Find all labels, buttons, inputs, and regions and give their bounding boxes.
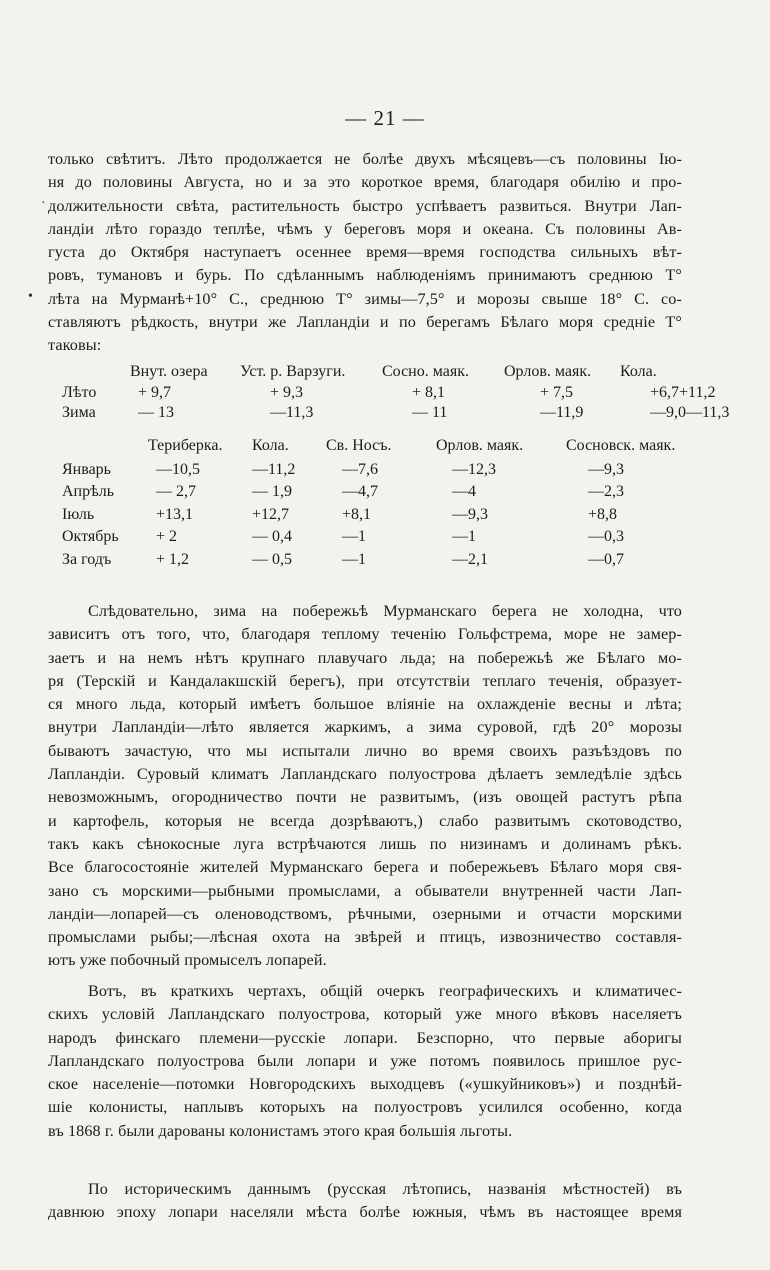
table-header-cell: Св. Носъ. xyxy=(326,437,392,454)
row-label: Іюль xyxy=(62,505,95,523)
table-header-cell: Уст. р. Варзуги. xyxy=(240,363,346,380)
margin-dot: • xyxy=(28,289,33,304)
table-header-row xyxy=(62,362,729,383)
table-row xyxy=(62,482,675,505)
table-cell: — 13 xyxy=(138,404,174,421)
text-line: ставляютъ рѣдкость, внутри же Лапландіи и по берегамъ Бѣлаго моря средніе Т° xyxy=(48,313,682,332)
table-header-cell: Орлов. маяк. xyxy=(504,363,592,380)
table-cell: —9,0—11,3 xyxy=(650,404,730,421)
text-line: ря (Терскій и Кандалакшскій берегъ), при отсутствіи теплаго теченія, образует- xyxy=(48,671,682,690)
paragraph-4 xyxy=(48,1178,682,1225)
table-cell: —0,3 xyxy=(588,528,624,546)
table-cell: —4,7 xyxy=(342,483,378,501)
table-cell: —11,3 xyxy=(270,404,314,421)
paragraph-2 xyxy=(48,600,682,973)
text-line: ютъ уже побочный промыселъ лопарей. xyxy=(48,951,327,970)
table-header-cell: Кола. xyxy=(620,363,657,380)
row-label: Октябрь xyxy=(62,528,119,546)
table-cell: + 1,2 xyxy=(156,550,190,568)
table-cell: —2,1 xyxy=(452,550,488,568)
table-row xyxy=(62,550,675,573)
text-line: народъ финскаго племени—русскіе лопари. Безспорно, что первые аборигы xyxy=(48,1028,682,1047)
table-cell: —1 xyxy=(342,528,366,546)
row-label: За годъ xyxy=(62,550,112,568)
text-line: ня до половины Августа, но и за это короткое время, благодаря обилію и про- xyxy=(48,173,682,192)
table-header-cell: Териберка. xyxy=(148,437,223,454)
table-cell: +8,8 xyxy=(588,505,618,523)
table-cell: —10,5 xyxy=(156,460,200,478)
text-line: Лапландскаго полуострова были лопари и уже потомъ появилось пришлое рус- xyxy=(48,1051,682,1070)
text-line: ландіи—лопарей—съ оленоводствомъ, рѣчными, озерными и отчасти морскими xyxy=(48,904,682,923)
text-line: Слѣдовательно, зима на побережьѣ Мурманскаго берега не холодна, что xyxy=(88,602,682,620)
text-line: заетъ и на немъ нѣтъ крупнаго плавучаго льда; на побережьѣ же Бѣлаго мо- xyxy=(48,648,682,667)
table-cell: +12,7 xyxy=(252,505,290,523)
table-header-cell: Сосновск. маяк. xyxy=(566,437,676,454)
paragraph-3 xyxy=(48,980,682,1143)
climate-table-seasons xyxy=(62,362,729,423)
table-cell xyxy=(62,362,130,383)
table-cell: —9,3 xyxy=(588,460,624,478)
text-line: густа до Октября наступаетъ осеннее время—время господства сильныхъ вѣт- xyxy=(48,243,682,262)
text-line: и картофель, которыя не всегда дозрѣваютъ,) слабо развитымъ скотоводство, xyxy=(48,811,682,830)
table-row xyxy=(62,505,675,528)
text-line: ландіи лѣто гораздо теплѣе, чѣмъ у береговъ моря и океана. Съ половины Ав- xyxy=(48,219,682,238)
page-number: — 21 — xyxy=(345,106,425,130)
text-line: должительности свѣта, растительность быстро успѣваетъ развиться. Внутри Лап- xyxy=(48,196,682,215)
table-cell: — 0,5 xyxy=(252,550,292,568)
row-label: Лѣто xyxy=(62,384,97,401)
table-cell: +6,7+11,2 xyxy=(650,384,716,401)
table-cell: — 2,7 xyxy=(156,483,196,501)
text-line: бываютъ зачастую, что мы испытали лично во время своихъ разъѣздовъ по xyxy=(48,741,682,760)
text-line: зано съ морскими—рыбными промыслами, а обыватели внутренней части Лап- xyxy=(48,881,682,900)
table-header-cell: Сосно. маяк. xyxy=(382,363,469,380)
row-label: Январь xyxy=(62,460,111,478)
table-cell: — 0,4 xyxy=(252,528,292,546)
margin-dot: · xyxy=(41,196,46,211)
text-line: Вотъ, въ краткихъ чертахъ, общій очеркъ географическихъ и климатичес- xyxy=(88,982,682,1000)
table-cell: —9,3 xyxy=(452,505,488,523)
table-cell: + 9,3 xyxy=(270,384,304,401)
table-cell: —11,9 xyxy=(540,404,584,421)
table-cell: —2,3 xyxy=(588,483,624,501)
table-cell: + 7,5 xyxy=(540,384,574,401)
table-cell: +8,1 xyxy=(342,505,372,523)
climate-table-months xyxy=(62,436,675,573)
text-line: Все благосостояніе жителей Мурманскаго берега и побережьевъ Бѣлаго моря свя- xyxy=(48,858,682,877)
table-cell: +13,1 xyxy=(156,505,194,523)
table-cell: —12,3 xyxy=(452,460,496,478)
text-line: лѣта на Мурманѣ+10° С., среднюю Т° зимы—7,5° и морозы свыше 18° С. со- xyxy=(48,289,682,308)
table-cell: + 2 xyxy=(156,528,178,546)
table-header-cell: Орлов. маяк. xyxy=(436,437,524,454)
text-line: только свѣтитъ. Лѣто продолжается не болѣе двухъ мѣсяцевъ—съ половины Ію- xyxy=(48,150,682,168)
text-line: ское населеніе—потомки Новгородскихъ выходцевъ («ушкуйниковъ») и позднѣй- xyxy=(48,1075,682,1094)
text-line: въ 1868 г. были дарованы колонистамъ этого края большія льготы. xyxy=(48,1121,513,1140)
table-cell: —4 xyxy=(452,483,476,501)
text-line: невозможнымъ, огородничество почти не развитымъ, (изъ овощей растутъ рѣпа xyxy=(48,788,682,807)
text-line: шіе колонисты, наплывъ которыхъ на полуостровъ усилился особенно, когда xyxy=(48,1098,682,1117)
table-header-cell: Кола. xyxy=(252,437,289,454)
table-cell: —1 xyxy=(452,528,476,546)
table-cell: + 8,1 xyxy=(412,384,446,401)
table-cell: — 1,9 xyxy=(252,483,292,501)
table-cell: —7,6 xyxy=(342,460,378,478)
text-line: внутри Лапландіи—лѣто является жаркимъ, а зима суровой, гдѣ 20° морозы xyxy=(48,718,682,737)
row-label: Апрѣль xyxy=(62,483,115,501)
paragraph-1 xyxy=(48,148,682,358)
text-line: ся много льда, который имѣетъ большое вліяніе на охлажденіе весны и лѣта; xyxy=(48,695,682,714)
table-row xyxy=(62,460,675,483)
text-line: Лапландіи. Суровый климатъ Лапландскаго полуострова дѣлаетъ земледѣліе здѣсь xyxy=(48,765,682,784)
table-header-row xyxy=(62,436,675,460)
table-cell: — 11 xyxy=(412,404,448,421)
text-line: такъ какъ сѣнокосные луга встрѣчаются лишь по низинамъ и долинамъ рѣкъ. xyxy=(48,834,682,853)
text-line: таковы: xyxy=(48,336,102,355)
table-row xyxy=(62,383,729,403)
table-cell: —11,2 xyxy=(252,460,296,478)
table-cell: —0,7 xyxy=(588,550,624,568)
text-line: зависитъ отъ того, что, благодаря теплому теченію Гольфстрема, море не замер- xyxy=(48,625,682,644)
table-cell: —1 xyxy=(342,550,366,568)
table-cell xyxy=(62,436,148,460)
text-line: промыслами рыбы;—лѣсная охота на звѣрей и птицъ, извозничество составля- xyxy=(48,928,682,947)
table-row xyxy=(62,403,729,423)
text-line: скихъ условій Лапландскаго полуострова, который уже много вѣковъ населяетъ xyxy=(48,1005,682,1024)
row-label: Зима xyxy=(62,404,96,421)
text-line: ровъ, тумановъ и бурь. По сдѣланнымъ наблюденіямъ принимаютъ среднюю Т° xyxy=(48,266,682,285)
text-line: По историческимъ даннымъ (русская лѣтопись, названія мѣстностей) въ xyxy=(88,1180,682,1198)
text-line: давнюю эпоху лопари населяли мѣста болѣе южныя, чѣмъ въ настоящее время xyxy=(48,1203,682,1222)
table-header-cell: Внут. озера xyxy=(130,363,208,380)
table-row xyxy=(62,527,675,550)
table-cell: + 9,7 xyxy=(138,384,172,401)
